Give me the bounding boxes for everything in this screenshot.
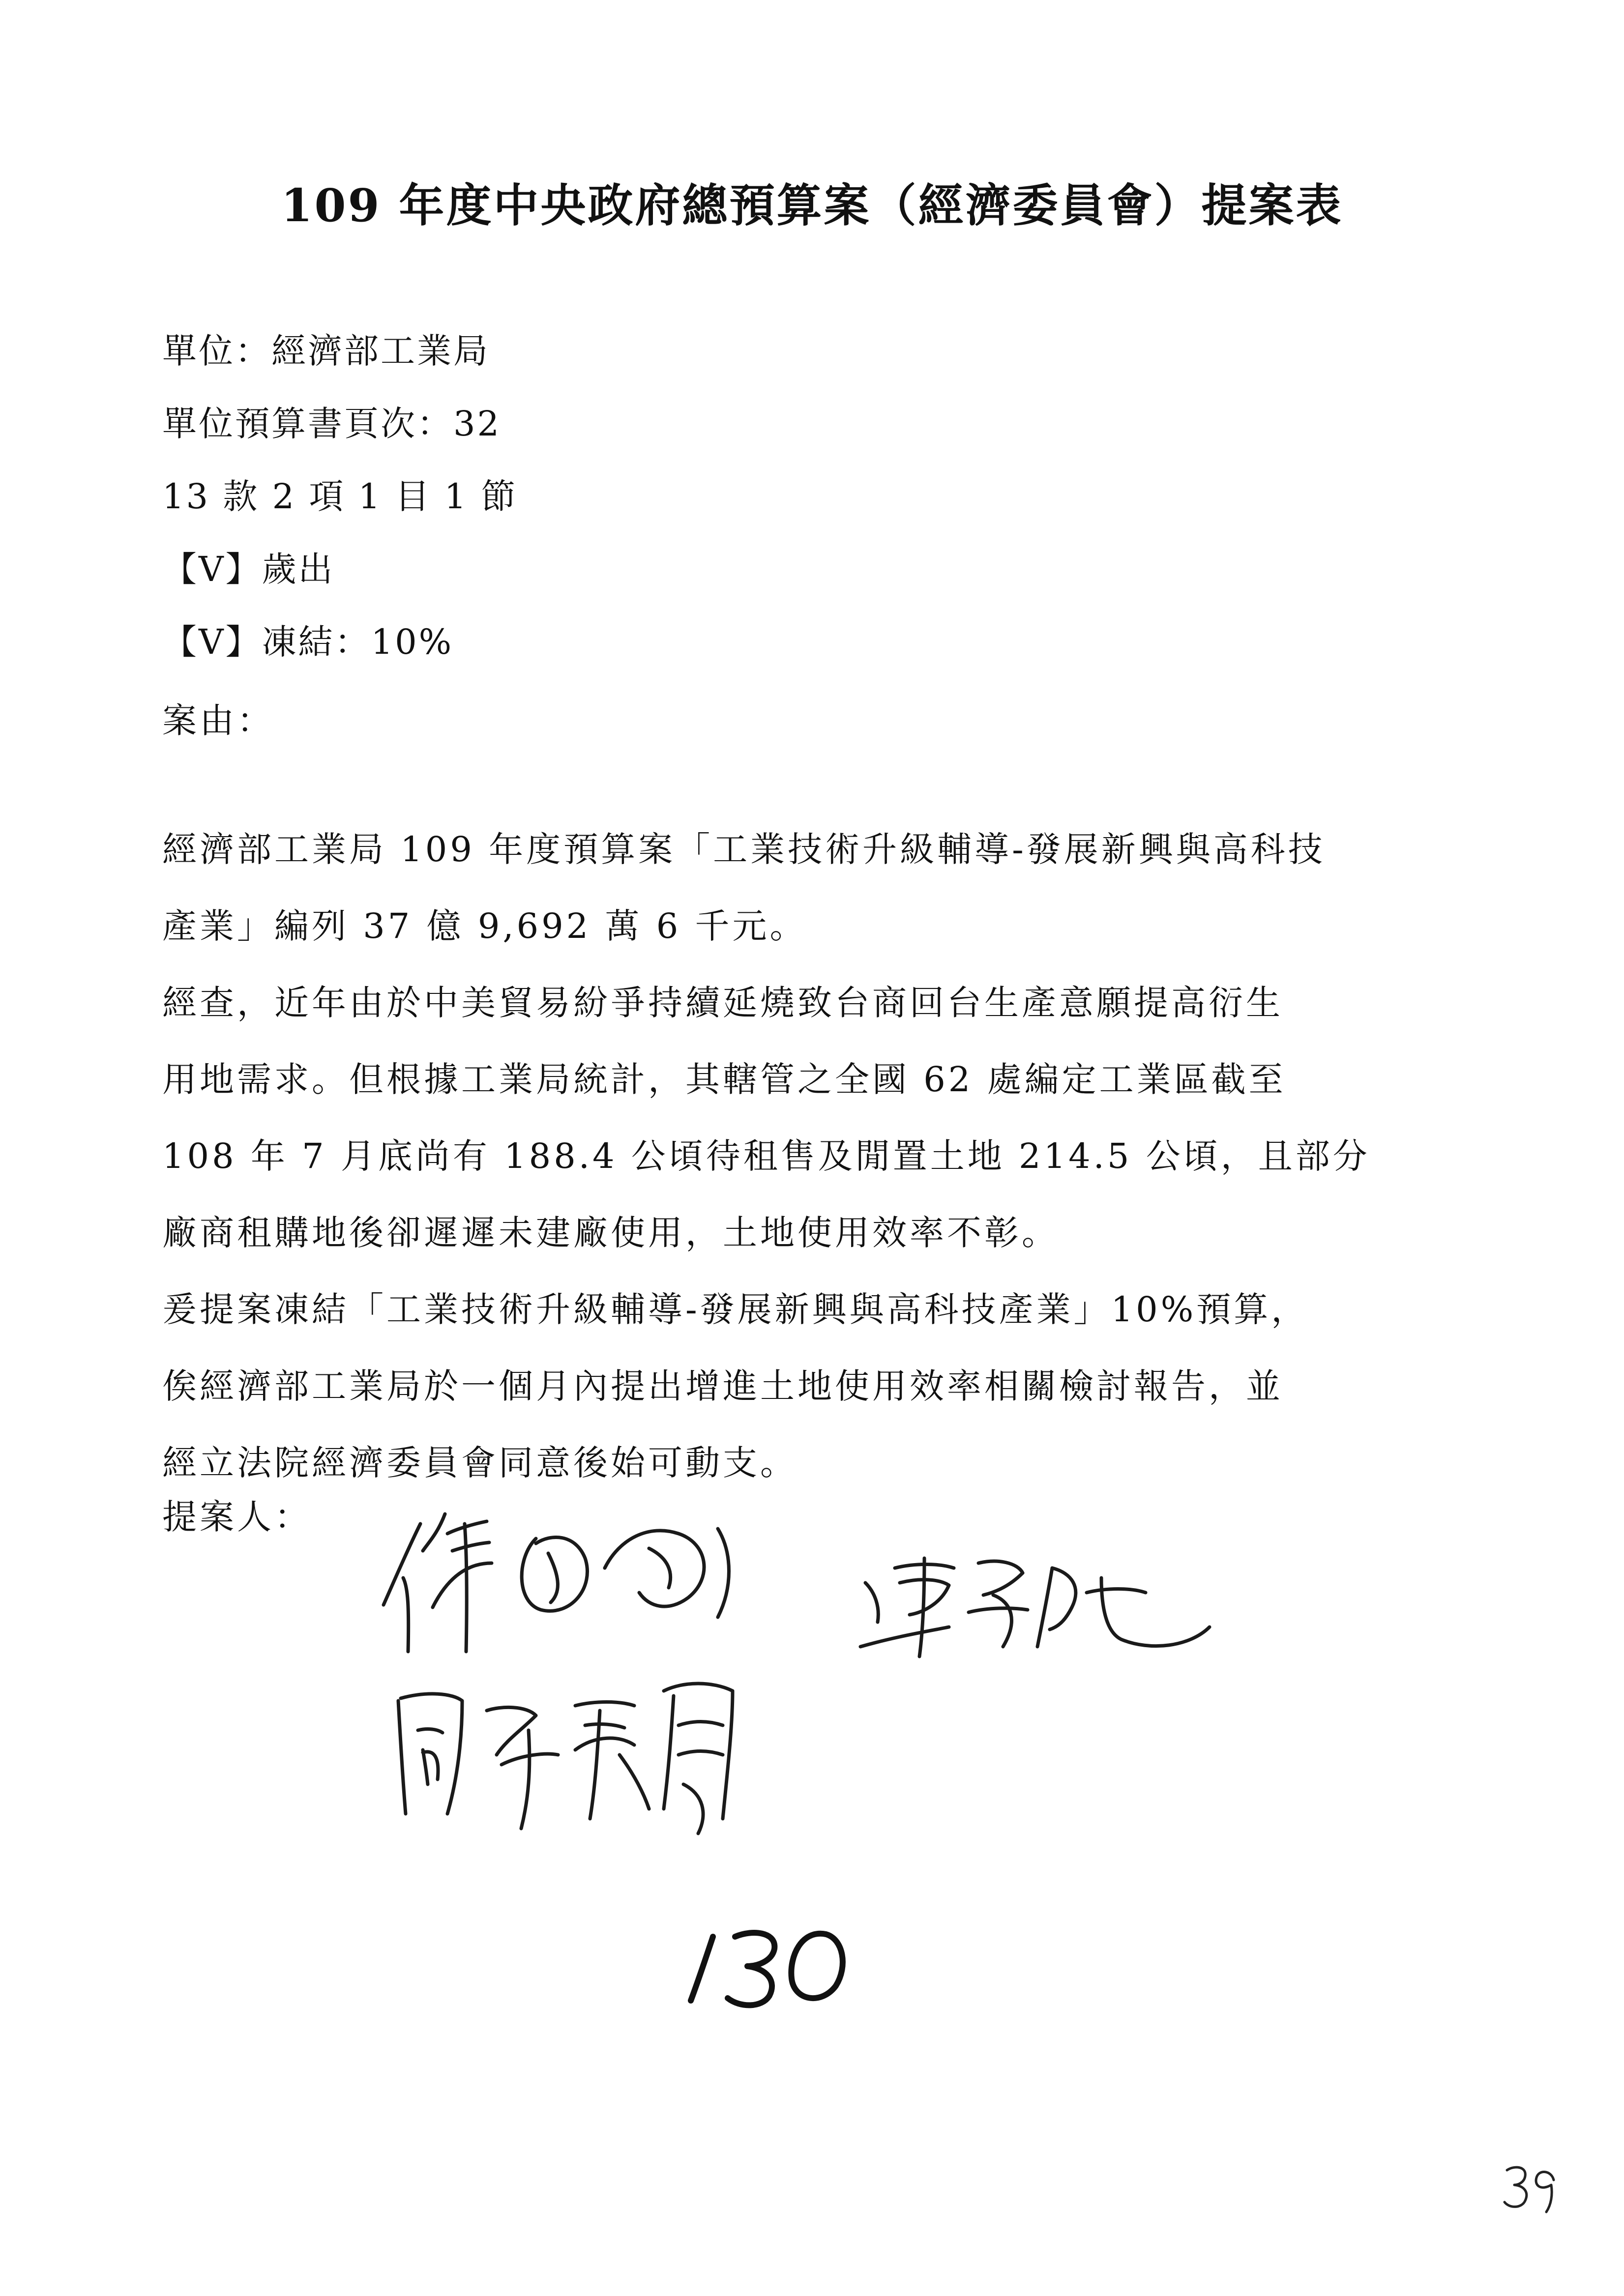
reason-label: 案由： (162, 700, 274, 741)
body-line: 用地需求。但根據工業局統計，其轄管之全國 62 處編定工業區截至 (162, 1059, 1286, 1100)
document-title: 109 年度中央政府總預算案（經濟委員會）提案表 (281, 179, 1343, 232)
proposer-label: 提案人： (162, 1497, 312, 1537)
handwritten-number (679, 1917, 860, 2012)
page-number (1500, 2160, 1564, 2216)
signature-3 (856, 1548, 1214, 1666)
freeze-checkbox-line: 【V】凍結：10% (162, 622, 454, 662)
expenditure-checkbox-line: 【V】歲出 (162, 549, 335, 589)
body-line: 108 年 7 月底尚有 188.4 公頃待租售及閒置土地 214.5 公頃，且部分 (162, 1136, 1370, 1176)
body-line: 俟經濟部工業局於一個月內提出增進土地使用效率相關檢討報告，並 (162, 1366, 1283, 1406)
reason-body (162, 811, 1490, 1501)
section-line: 13 款 2 項 1 目 1 節 (162, 476, 518, 517)
signature-2 (388, 1671, 762, 1848)
body-line: 經查，近年由於中美貿易紛爭持續延燒致台商回台生產意願提高衍生 (162, 983, 1283, 1023)
body-line: 爰提案凍結「工業技術升級輔導-發展新興與高科技產業」10%預算， (162, 1289, 1309, 1330)
proposal-meta (162, 315, 517, 678)
body-line: 經濟部工業局 109 年度預算案「工業技術升級輔導-發展新興與高科技 (162, 829, 1326, 870)
signature-1 (374, 1504, 767, 1666)
body-line: 廠商租購地後卻遲遲未建廠使用，土地使用效率不彰。 (162, 1213, 1059, 1253)
unit-line: 單位：經濟部工業局 (162, 331, 490, 371)
budget-page-line: 單位預算書頁次：32 (162, 404, 502, 444)
body-line: 經立法院經濟委員會同意後始可動支。 (162, 1443, 797, 1483)
body-line: 產業」編列 37 億 9,692 萬 6 千元。 (162, 906, 807, 946)
